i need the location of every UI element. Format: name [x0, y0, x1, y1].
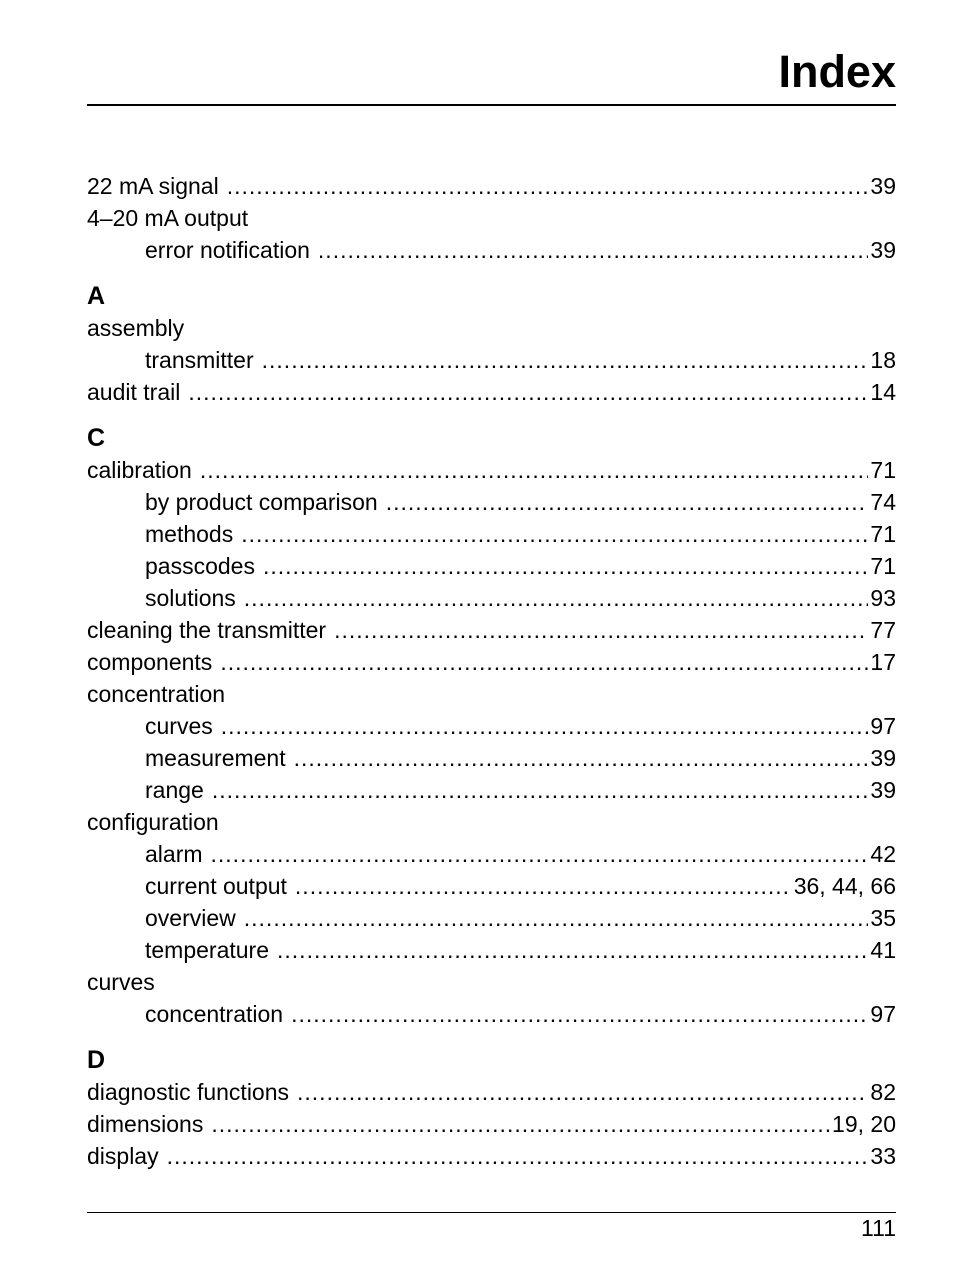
index-page-ref: 41: [870, 937, 896, 963]
index-subentry: [87, 838, 896, 870]
index-entry: [87, 1076, 896, 1108]
dot-leader: [167, 1140, 869, 1172]
index-entry: [87, 376, 896, 408]
index-letter-heading: D: [87, 1046, 106, 1074]
index-page-ref: 97: [870, 713, 896, 739]
index-entry: [87, 1108, 896, 1140]
index-term: by product comparison: [145, 489, 378, 515]
dot-leader: [263, 550, 868, 582]
index-term: audit trail: [87, 379, 181, 405]
dot-leader: [244, 902, 869, 934]
index-subentry: [87, 742, 896, 774]
dot-leader: [188, 376, 868, 408]
index-page-ref: 35: [870, 905, 896, 931]
dot-leader: [220, 646, 868, 678]
index-entry: [87, 806, 896, 838]
index-entry: [87, 614, 896, 646]
index-page-ref: 97: [870, 1001, 896, 1027]
dot-leader: [277, 934, 868, 966]
index-subentry: [87, 486, 896, 518]
dot-leader: [386, 486, 869, 518]
index-term: curves: [87, 969, 155, 995]
index-page-ref: 77: [870, 617, 896, 643]
index-page-ref: 71: [870, 553, 896, 579]
dot-leader: [211, 838, 869, 870]
index-term: components: [87, 649, 213, 675]
index-term: passcodes: [145, 553, 255, 579]
index-page-ref: 71: [870, 521, 896, 547]
index-letter-heading: A: [87, 282, 106, 310]
index-page-ref: 17: [870, 649, 896, 675]
index-entry: [87, 454, 896, 486]
index-subentry: [87, 550, 896, 582]
index-term: solutions: [145, 585, 236, 611]
index-term: temperature: [145, 937, 270, 963]
index-term: configuration: [87, 809, 219, 835]
index-entry: [87, 170, 896, 202]
index-term: 22 mA signal: [87, 173, 219, 199]
index-subentry: [87, 902, 896, 934]
page-title: Index: [778, 46, 896, 97]
page-number: 111: [861, 1215, 896, 1241]
index-page-ref: 14: [870, 379, 896, 405]
index-term: 4–20 mA output: [87, 205, 249, 231]
index-page-ref: 82: [870, 1079, 896, 1105]
index-term: display: [87, 1143, 159, 1169]
index-term: alarm: [145, 841, 203, 867]
index-entry: [87, 1140, 896, 1172]
dot-leader: [294, 742, 869, 774]
index-subentry: [87, 582, 896, 614]
dot-leader: [212, 774, 869, 806]
index-term: range: [145, 777, 204, 803]
dot-leader: [291, 998, 868, 1030]
index-term: cleaning the transmitter: [87, 617, 327, 643]
index-page-ref: 93: [870, 585, 896, 611]
index-entry: [87, 678, 896, 710]
index-term: methods: [145, 521, 234, 547]
index-subentry: [87, 774, 896, 806]
dot-leader: [262, 344, 869, 376]
dot-leader: [221, 710, 869, 742]
index-term: current output: [145, 873, 287, 899]
index-subentry: [87, 870, 896, 902]
index-term: diagnostic functions: [87, 1079, 290, 1105]
footer-rule: [87, 1212, 896, 1213]
index-page-ref: 42: [870, 841, 896, 867]
index-page-ref: 36, 44, 66: [793, 873, 896, 899]
index-page-ref: 33: [870, 1143, 896, 1169]
index-term: concentration: [87, 681, 226, 707]
index-term: transmitter: [145, 347, 254, 373]
dot-leader: [318, 234, 868, 266]
index-page-ref: 19, 20: [832, 1111, 896, 1137]
index-page-ref: 71: [870, 457, 896, 483]
index-subentry: [87, 234, 896, 266]
dot-leader: [227, 170, 869, 202]
dot-leader: [241, 518, 868, 550]
index-subentry: [87, 344, 896, 376]
index-term: concentration: [145, 1001, 284, 1027]
index-entry: [87, 202, 896, 234]
index-term: overview: [145, 905, 236, 931]
index-subentry: [87, 998, 896, 1030]
dot-leader: [334, 614, 868, 646]
header-rule: [87, 104, 896, 106]
index-term: assembly: [87, 315, 185, 341]
index-subentry: [87, 518, 896, 550]
dot-leader: [244, 582, 869, 614]
index-term: curves: [145, 713, 213, 739]
index-entry: [87, 312, 896, 344]
index-page-ref: 39: [870, 237, 896, 263]
index-page-ref: 39: [870, 173, 896, 199]
index-subentry: [87, 710, 896, 742]
index-subentry: [87, 934, 896, 966]
index-term: measurement: [145, 745, 286, 771]
index-list: [87, 170, 896, 1172]
index-letter-heading: C: [87, 424, 106, 452]
dot-leader: [200, 454, 869, 486]
dot-leader: [297, 1076, 868, 1108]
dot-leader: [295, 870, 792, 902]
dot-leader: [211, 1108, 830, 1140]
index-page-ref: 39: [870, 745, 896, 771]
index-term: dimensions: [87, 1111, 204, 1137]
index-entry: [87, 966, 896, 998]
index-page-ref: 18: [870, 347, 896, 373]
index-term: calibration: [87, 457, 192, 483]
index-entry: [87, 646, 896, 678]
index-page-ref: 39: [870, 777, 896, 803]
index-page-ref: 74: [870, 489, 896, 515]
index-term: error notification: [145, 237, 310, 263]
